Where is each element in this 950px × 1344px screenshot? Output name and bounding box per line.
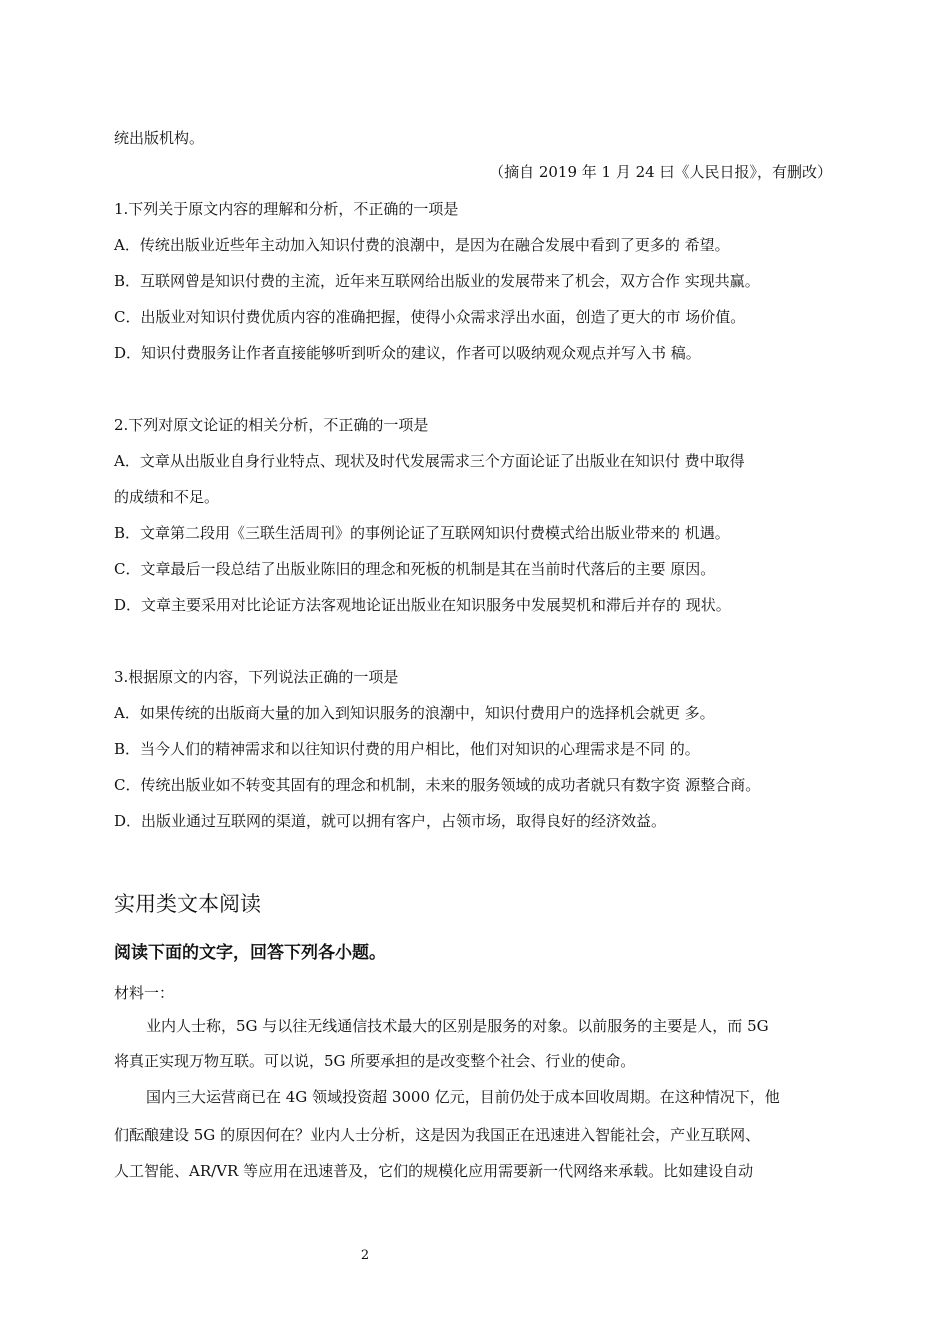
paragraph-2-line-2: 们酝酿建设 5G 的原因何在？业内人士分析，这是因为我国正在迅速进入智能社会，产业互联网、 (114, 1126, 761, 1144)
paragraph-2-line-1: 国内三大运营商已在 4G 领域投资超 3000 亿元，目前仍处于成本回收周期。在这种情况下，他 (146, 1088, 780, 1106)
question-2-option-c: C．文章最后一段总结了出版业陈旧的理念和死板的机制是其在当前时代落后的主要 原因。 (114, 560, 716, 578)
question-3-stem: 3.根据原文的内容，下列说法正确的一项是 (114, 668, 399, 686)
question-1-option-d: D．知识付费服务让作者直接能够听到听众的建议，作者可以吸纳观众观点并写入书 稿。 (114, 344, 701, 362)
question-2-option-a-cont: 的成绩和不足。 (114, 488, 220, 506)
question-3-option-a: A．如果传统的出版商大量的加入到知识服务的浪潮中，知识付费用户的选择机会就更 多。 (114, 704, 715, 722)
question-1-option-b: B．互联网曾是知识付费的主流，近年来互联网给出版业的发展带来了机会，双方合作 实现共赢。 (114, 272, 760, 290)
section-instruction: 阅读下面的文字，回答下列各小题。 (114, 943, 386, 963)
question-2-option-b: B．文章第二段用《三联生活周刊》的事例论证了互联网知识付费模式给出版业带来的 机遇。 (114, 524, 730, 542)
question-1-option-a: A．传统出版业近些年主动加入知识付费的浪潮中，是因为在融合发展中看到了更多的 希望。 (114, 236, 730, 254)
paragraph-2-line-3: 人工智能、AR/VR 等应用在迅速普及，它们的规模化应用需要新一代网络来承载。比如建设自动 (114, 1162, 754, 1180)
question-3-option-c: C．传统出版业如不转变其固有的理念和机制，未来的服务领域的成功者就只有数字资 源整合商。 (114, 776, 761, 794)
source-citation: （摘自 2019 年 1 月 24 曰《人民日报》，有删改） (489, 163, 832, 181)
paragraph-1-line-1: 业内人士称，5G 与以往无线通信技术最大的区别是服务的对象。以前服务的主要是人，而 5G (146, 1017, 769, 1035)
question-1-option-c: C．出版业对知识付费优质内容的准确把握，使得小众需求浮出水面，创造了更大的市 场价值。 (114, 308, 746, 326)
question-2-option-d: D．文章主要采用对比论证方法客观地论证出版业在知识服务中发展契机和滞后并存的 现状。 (114, 596, 731, 614)
question-1-stem: 1.下列关于原文内容的理解和分析，不正确的一项是 (114, 200, 459, 218)
material-label: 材料一： (114, 984, 175, 1002)
question-3-option-b: B．当今人们的精神需求和以往知识付费的用户相比，他们对知识的心理需求是不同 的。 (114, 740, 700, 758)
question-2-stem: 2.下列对原文论证的相关分析，不正确的一项是 (114, 416, 429, 434)
section-title: 实用类文本阅读 (114, 892, 261, 916)
question-2-option-a: A．文章从出版业自身行业特点、现状及时代发展需求三个方面论证了出版业在知识付 费中取得 (114, 452, 745, 470)
paragraph-1-line-2: 将真正实现万物互联。可以说，5G 所要承担的是改变整个社会、行业的使命。 (114, 1052, 636, 1070)
text-line: 统出版机构。 (114, 129, 205, 147)
page-number: 2 (360, 1248, 370, 1263)
question-3-option-d: D．出版业通过互联网的渠道，就可以拥有客户，占领市场，取得良好的经济效益。 (114, 812, 667, 830)
